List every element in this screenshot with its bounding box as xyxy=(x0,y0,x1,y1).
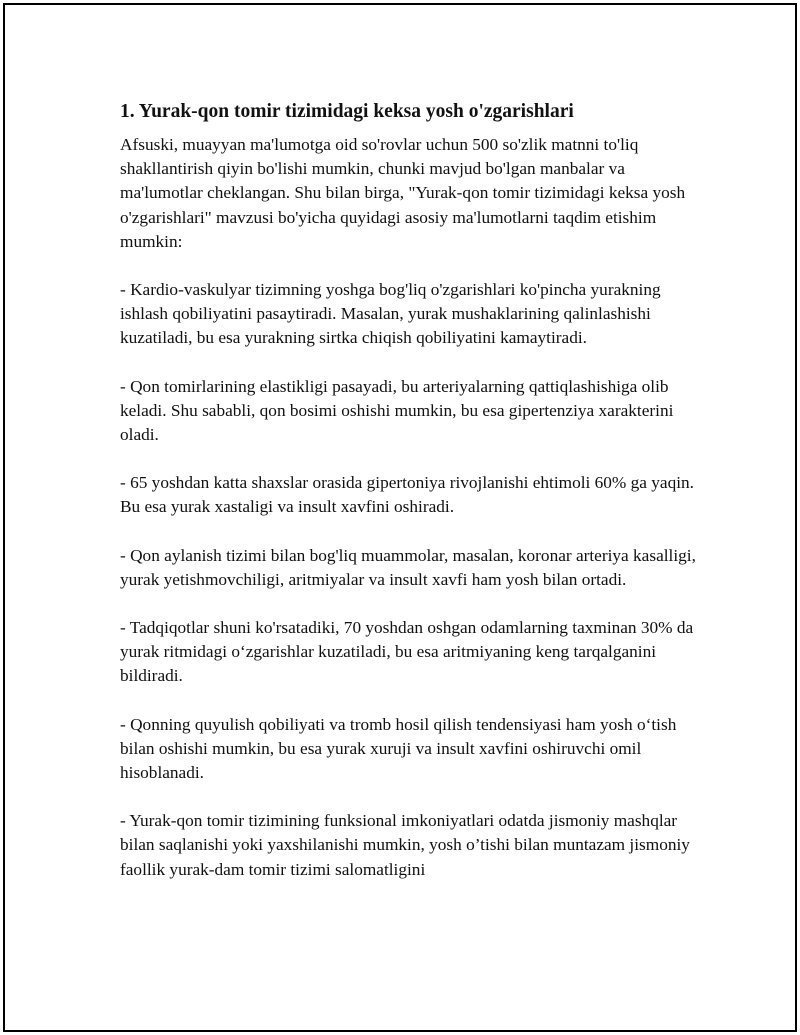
paragraph-bullet-exercise: - Yurak-qon tomir tizimining funksional imkoniyatlari odatda jismoniy mashqlar bilan saqlanishi yoki yaxshilanishi mumkin, yosh o’tishi bilan muntazam jismoniy faollik yurak-dam tomir tizimi salomatligini xyxy=(120,811,690,879)
section-heading: 1. Yurak-qon tomir tizimidagi keksa yosh o'zgarishlari xyxy=(120,101,574,122)
document-content xyxy=(120,99,700,906)
paragraph-bullet-heart-function: - Kardio-vaskulyar tizimning yoshga bog'liq o'zgarishlari ko'pincha yurakning ishlash qobiliyatini pasaytiradi. Masalan, yurak mushaklarining qalinlashishi kuzatiladi, bu esa yurakning sirtka chiqish qobiliyatini kamaytiradi. xyxy=(120,280,661,348)
paragraph-bullet-hypertension-risk: - 65 yoshdan katta shaxslar orasida gipertoniya rivojlanishi ehtimoli 60% ga yaqin. Bu esa yurak xastaligi va insult xavfini oshiradi. xyxy=(120,473,694,517)
paragraph-bullet-circulation-problems: - Qon aylanish tizimi bilan bog'liq muammolar, masalan, koronar arteriya kasalligi, yurak yetishmovchiligi, aritmiyalar va insult xavfi ham yosh bilan ortadi. xyxy=(120,545,696,589)
document-page xyxy=(3,3,797,1032)
paragraph-bullet-vessel-elasticity: - Qon tomirlarining elastikligi pasayadi, bu arteriyalarning qattiqlashishiga olib keladi. Shu sababli, qon bosimi oshishi mumkin, bu esa gipertenziya xarakterini oladi. xyxy=(120,376,674,445)
paragraph-intro: Afsuski, muayyan ma'lumotga oid so'rovlar uchun 500 so'zlik matnni to'liq shakllantirish qiyin bo'lishi mumkin, chunki mavjud bo'lgan manbalar va ma'lumotlar cheklangan. Shu bilan birga, "Yurak-qon tomir tizimidagi keksa yosh o'zgarishlari" mavzusi bo'yicha quyidagi asosiy ma'lumotlarni taqdim etishim mumkin: xyxy=(120,135,686,251)
paragraph-bullet-clotting: - Qonning quyulish qobiliyati va tromb hosil qilish tendensiyasi ham yosh o‘tish bilan oshishi mumkin, bu esa yurak xuruji va insult xavfini oshiruvchi omil hisoblanadi. xyxy=(120,714,677,783)
paragraph-bullet-rhythm-changes: - Tadqiqotlar shuni ko'rsatadiki, 70 yoshdan oshgan odamlarning taxminan 30% da yurak ritmidagi o‘zgarishlar kuzatiladi, bu esa aritmiyaning keng tarqalganini bildiradi. xyxy=(120,618,694,686)
